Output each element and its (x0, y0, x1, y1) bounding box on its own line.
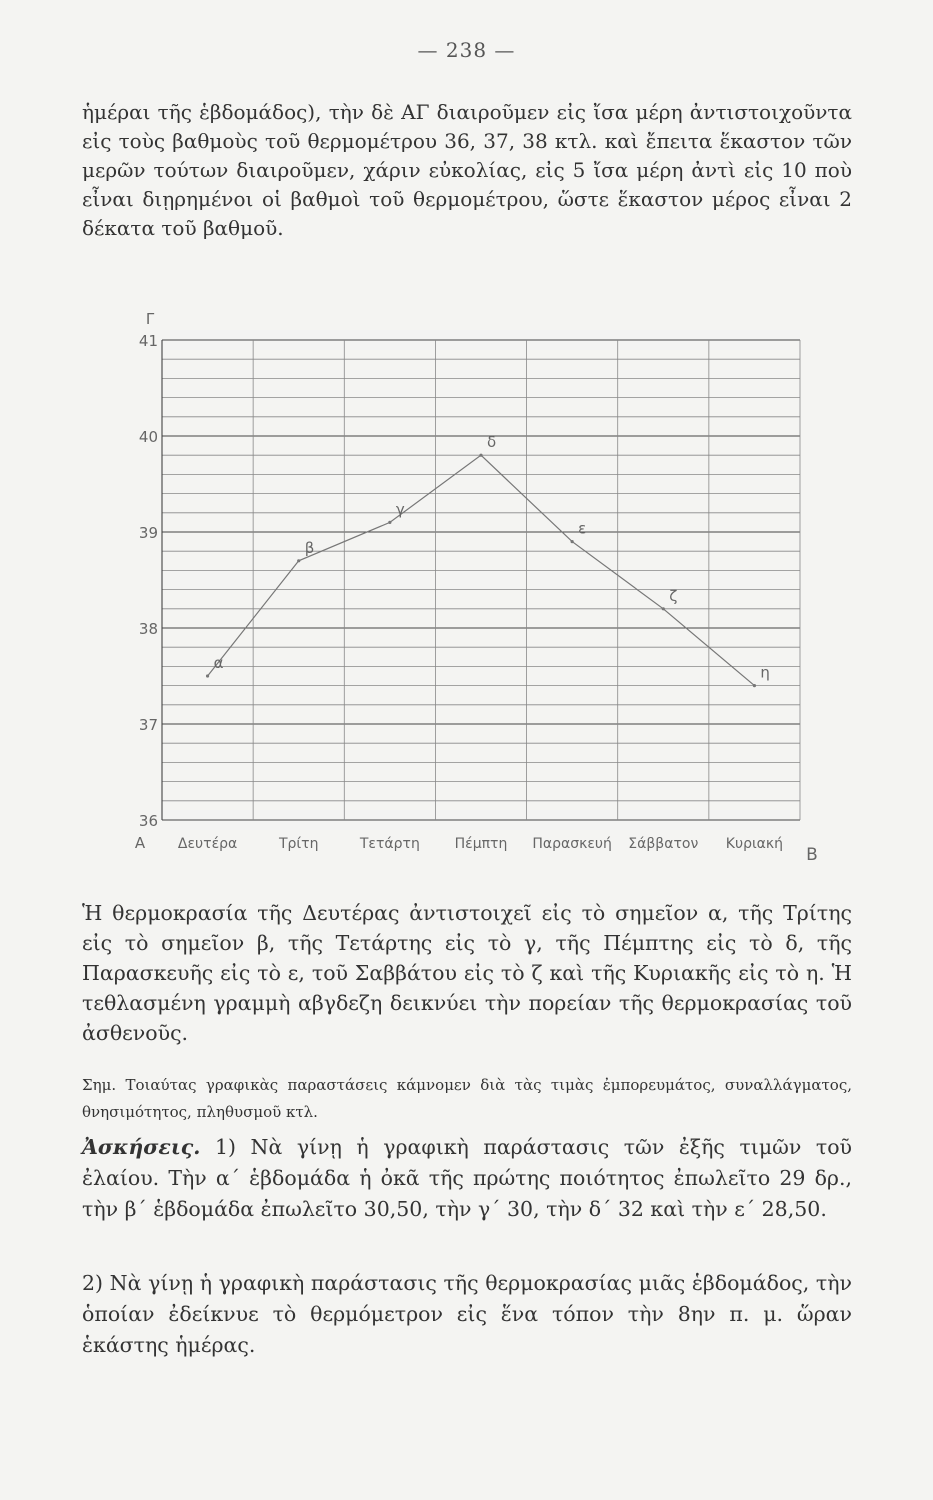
x-tick-label: Πέμπτη (454, 836, 508, 852)
x-tick-label: Τρίτη (278, 836, 319, 852)
y-tick-label: 38 (138, 620, 158, 638)
data-point (571, 540, 574, 543)
y-tick-label: 39 (138, 524, 158, 542)
intro-paragraph: ἡμέραι τῆς ἑβδομάδος), τὴν δὲ ΑΓ διαιροῦμεν εἰς ἴσα μέρη ἀντιστοιχοῦντα εἰς τοὺς βαθμοὺς τοῦ θερμομέτρου 36, 37, 38 κτλ. καὶ ἔπειτα ἕκαστον τῶν μερῶν τούτων διαιροῦμεν, χάριν εὐκολίας, εἰς 5 ἴσα μέρη ἀντὶ εἰς 10 ποὺ εἶναι διῃρημένοι οἱ βαθμοὶ τοῦ θερμομέτρου, ὥστε ἕκαστον μέρος εἶναι 2 δέκατα τοῦ βαθμοῦ. (82, 100, 852, 240)
y-tick-label: 41 (138, 332, 158, 350)
data-point (753, 684, 756, 687)
point-label: ζ (669, 586, 678, 605)
point-label: α (213, 654, 224, 672)
x-tick-label: Κυριακή (725, 836, 784, 852)
x-tick-label: Παρασκευή (532, 836, 612, 852)
data-point (388, 521, 391, 524)
exercise-2: 2) Νὰ γίνῃ ἡ γραφικὴ παράστασις τῆς θερμοκρασίας μιᾶς ἑβδομάδος, τὴν ὁποίαν ἐδείκνυε τὸ θερμόμετρον εἰς ἕνα τόπον τὴν 8ην π. μ. ὥραν ἑκάστης ἡμέρας. (82, 1271, 852, 1357)
point-label: η (760, 663, 770, 682)
point-label: β (304, 538, 315, 557)
y-tick-label: 37 (138, 716, 158, 734)
exercise-1 (82, 1132, 852, 1225)
exercises-heading: Ἀσκήσεις. (82, 1135, 201, 1159)
x-tick-label: Τετάρτη (359, 836, 420, 852)
y-tick-label: 40 (138, 428, 158, 446)
y-axis-letter: Γ (145, 310, 155, 328)
x-tick-label: Δευτέρα (177, 836, 238, 852)
temperature-chart (120, 300, 820, 875)
point-label: δ (487, 433, 497, 452)
data-point (479, 454, 482, 457)
data-point (662, 607, 665, 610)
note-paragraph: Σημ. Τοιαύτας γραφικὰς παραστάσεις κάμνομεν διὰ τὰς τιμὰς ἐμπορευμάτος, συναλλάγματος, θνησιμότητος, πληθυσμοῦ κτλ. (82, 1076, 852, 1121)
data-point (206, 674, 209, 677)
point-label: ε (578, 519, 587, 538)
origin-letter: Α (134, 834, 146, 852)
chart-description: Ἡ θερμοκρασία τῆς Δευτέρας ἀντιστοιχεῖ εἰς τὸ σημεῖον α, τῆς Τρίτης εἰς τὸ σημεῖον β, τῆς Τετάρτης εἰς τὸ γ, τῆς Πέμπτης εἰς τὸ δ, τῆς Παρασκευῆς εἰς τὸ ε, τοῦ Σαββάτου εἰς τὸ ζ καὶ τῆς Κυριακῆς εἰς τὸ η. Ἡ τεθλασμένη γραμμὴ αβγδεζη δεικνύει τὴν πορείαν τῆς θερμοκρασίας τοῦ ἀσθενοῦς. (82, 901, 852, 1045)
exercise-1-text: 1) Νὰ γίνῃ ἡ γραφικὴ παράστασις τῶν ἐξῆς τιμῶν τοῦ ἐλαίου. Τὴν α΄ ἑβδομάδα ἡ ὀκᾶ τῆς πρώτης ποιότητος ἐπωλεῖτο 29 δρ., τὴν β΄ ἑβδομάδα ἐπωλεῖτο 30,50, τὴν γ΄ 30, τὴν δ΄ 32 καὶ τὴν ε΄ 28,50. (82, 1135, 852, 1221)
x-end-letter: Β (806, 845, 818, 865)
data-point (297, 559, 300, 562)
y-tick-label: 36 (138, 812, 158, 830)
page-number: — 238 — (417, 38, 516, 62)
point-label: γ (395, 500, 405, 519)
x-tick-label: Σάββατον (628, 836, 699, 852)
